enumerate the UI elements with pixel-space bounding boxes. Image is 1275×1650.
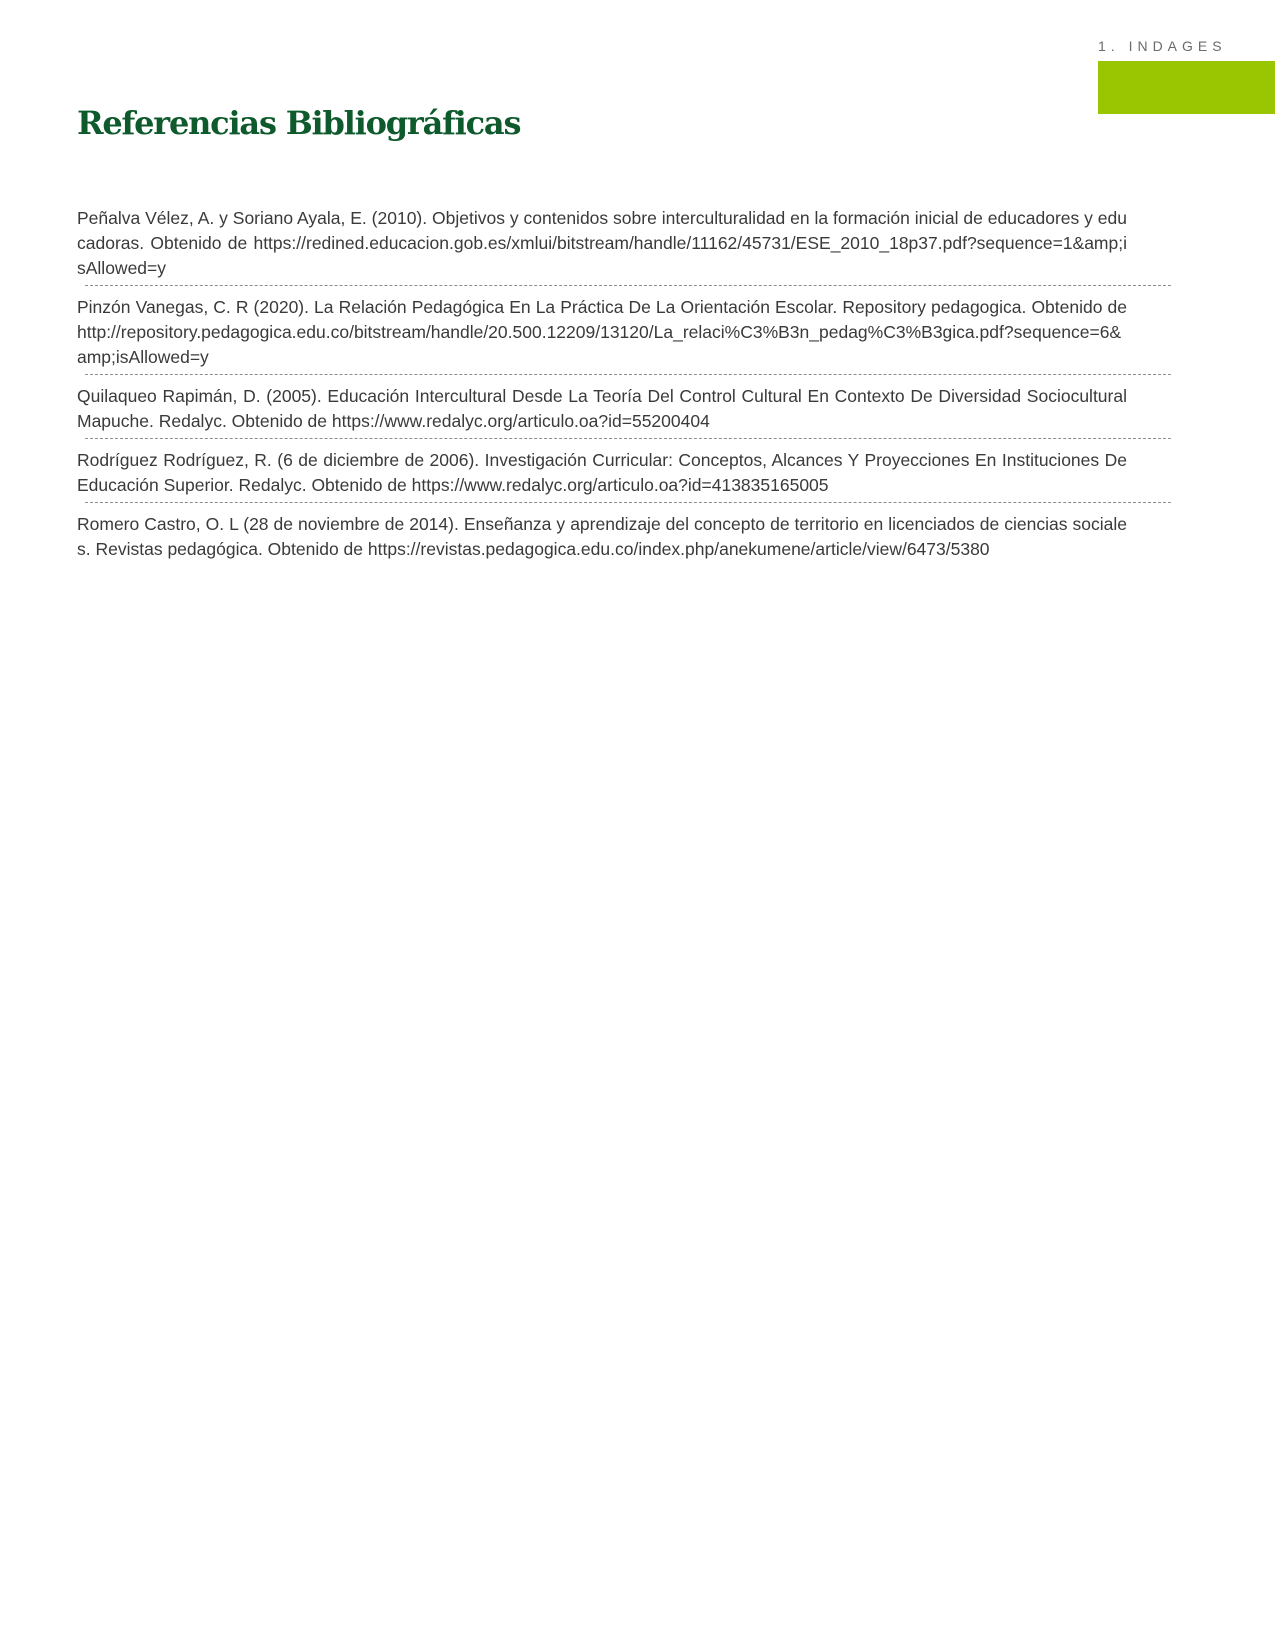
reference-item: Romero Castro, O. L (28 de noviembre de 2014). Enseñanza y aprendizaje del concepto de territorio en licenciados de ciencias sociales. Revistas pedagógica. Obtenido de https://revistas.pedagogica.edu.co/index.php/anekumene/article/view/6473/5380 [77, 514, 1127, 559]
reference-list [77, 206, 1127, 562]
reference-divider [85, 374, 1171, 375]
reference-item: Quilaqueo Rapimán, D. (2005). Educación Intercultural Desde La Teoría Del Control Cultural En Contexto De Diversidad Sociocultural Mapuche. Redalyc. Obtenido de https://www.redalyc.org/articulo.oa?id=55200404 [77, 386, 1127, 431]
page-title: Referencias Bibliográficas [77, 104, 521, 142]
section-label: 1. INDAGES [1098, 38, 1227, 54]
reference-divider [85, 438, 1171, 439]
reference-item: Rodríguez Rodríguez, R. (6 de diciembre de 2006). Investigación Curricular: Conceptos, Alcances Y Proyecciones En Instituciones De Educación Superior. Redalyc. Obtenido de https://www.redalyc.org/articulo.oa?id=413835165005 [77, 450, 1127, 495]
reference-item: Pinzón Vanegas, C. R (2020). La Relación Pedagógica En La Práctica De La Orientación Escolar. Repository pedagogica. Obtenido de http://repository.pedagogica.edu.co/bitstream/handle/20.500.12209/13120/La_relaci%C3%B3n_pedag%C3%B3gica.pdf?sequence=6&amp;isAllowed=y [77, 297, 1127, 367]
reference-divider [85, 285, 1171, 286]
accent-block [1098, 61, 1275, 114]
reference-item: Peñalva Vélez, A. y Soriano Ayala, E. (2010). Objetivos y contenidos sobre interculturalidad en la formación inicial de educadores y educadoras. Obtenido de https://redined.educacion.gob.es/xmlui/bitstream/handle/11162/45731/ESE_2010_18p37.pdf?sequence=1&amp;isAllowed=y [77, 208, 1127, 278]
reference-divider [85, 502, 1171, 503]
